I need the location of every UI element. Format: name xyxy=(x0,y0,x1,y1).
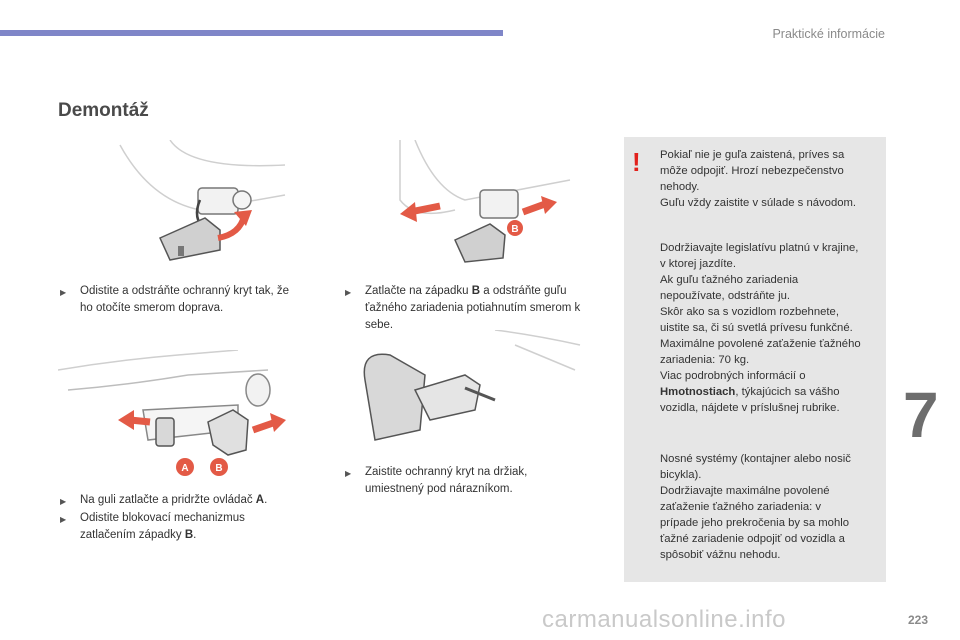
bullet-icon: ▶ xyxy=(345,288,352,297)
warning-icon: ! xyxy=(632,147,641,177)
step-store-cover xyxy=(345,464,610,498)
chapter-number: 7 xyxy=(903,379,939,451)
step-text: Na guli zatlačte a pridržte ovládač xyxy=(80,494,256,506)
step-text: Zaistite ochranný kryt na držiak, xyxy=(365,466,528,478)
label-a: A xyxy=(255,494,265,506)
step-text: . xyxy=(264,494,268,506)
step-text: zatlačením západky xyxy=(80,529,185,541)
step-unlock xyxy=(60,492,320,544)
step-rotate-cover xyxy=(60,283,320,317)
figure-label-b-top: B xyxy=(511,224,519,235)
warning-paragraph-3: Nosné systémy (kontajner alebo nosič bicykla). Dodržiavajte maximálne povolené zaťaženie ťažného zariadenia: v prípade jeho prekročenia by sa mohlo ťažné zariadenie odpojiť od vozidla a spôsobiť vážnu nehodu. xyxy=(660,453,851,561)
step-text: ho otočíte smerom doprava. xyxy=(80,302,224,314)
watermark: carmanualsonline.info xyxy=(542,606,786,633)
header-accent-bar xyxy=(0,30,503,36)
step-text: ťažného zariadenia potiahnutím smerom k xyxy=(365,302,581,314)
step-text: Odistite blokovací mechanizmus xyxy=(80,512,245,524)
page-heading: Demontáž xyxy=(58,100,149,121)
bullet-icon: ▶ xyxy=(60,288,67,297)
step-text: sebe. xyxy=(365,319,394,331)
section-title: Praktické informácie xyxy=(772,27,885,41)
figure-label-a: A xyxy=(181,463,189,474)
illustration-cover-storage xyxy=(345,330,585,460)
illustration-ball-removal xyxy=(395,140,575,270)
page-number: 223 xyxy=(908,613,929,627)
label-b: B xyxy=(184,529,194,541)
illustration-unlock-ball xyxy=(58,350,288,480)
bullet-icon: ▶ xyxy=(60,515,67,524)
bullet-icon: ▶ xyxy=(60,497,67,506)
step-text: umiestnený pod nárazníkom. xyxy=(365,483,513,495)
step-text: Odistite a odstráňte ochranný kryt tak, že xyxy=(80,285,290,297)
figure-label-b-bottom: B xyxy=(215,463,223,474)
illustration-cover-rotate xyxy=(110,140,290,270)
warning-paragraph-2: Dodržiavajte legislatívu platnú v krajine, v ktorej jazdíte. Ak guľu ťažného zariadenia nepoužívate, odstráňte ju. Skôr ako sa s vozidlom rozbehnete, uistite sa, či sú svetlá prívesu funkčné. Maximálne povolené zaťaženie ťažného zariadenia: 70 kg. Viac podrobných informácií o Hmotnostiach, týkajúcich sa vášho vozidla, nájdete v príslušnej rubrike. xyxy=(660,242,861,414)
warning-box xyxy=(624,137,886,582)
label-b: B xyxy=(471,285,481,297)
bullet-icon: ▶ xyxy=(345,469,352,478)
warning-paragraph-1: Pokiaľ nie je guľa zaistená, príves sa môže odpojiť. Hrozí nebezpečenstvo nehody. Guľu vždy zaistite v súlade s návodom. xyxy=(660,149,857,209)
step-text: Zatlačte na západku xyxy=(365,285,472,297)
step-text: . xyxy=(193,529,197,541)
step-text: a odstráňte guľu xyxy=(480,285,567,297)
step-remove-ball xyxy=(345,283,610,334)
